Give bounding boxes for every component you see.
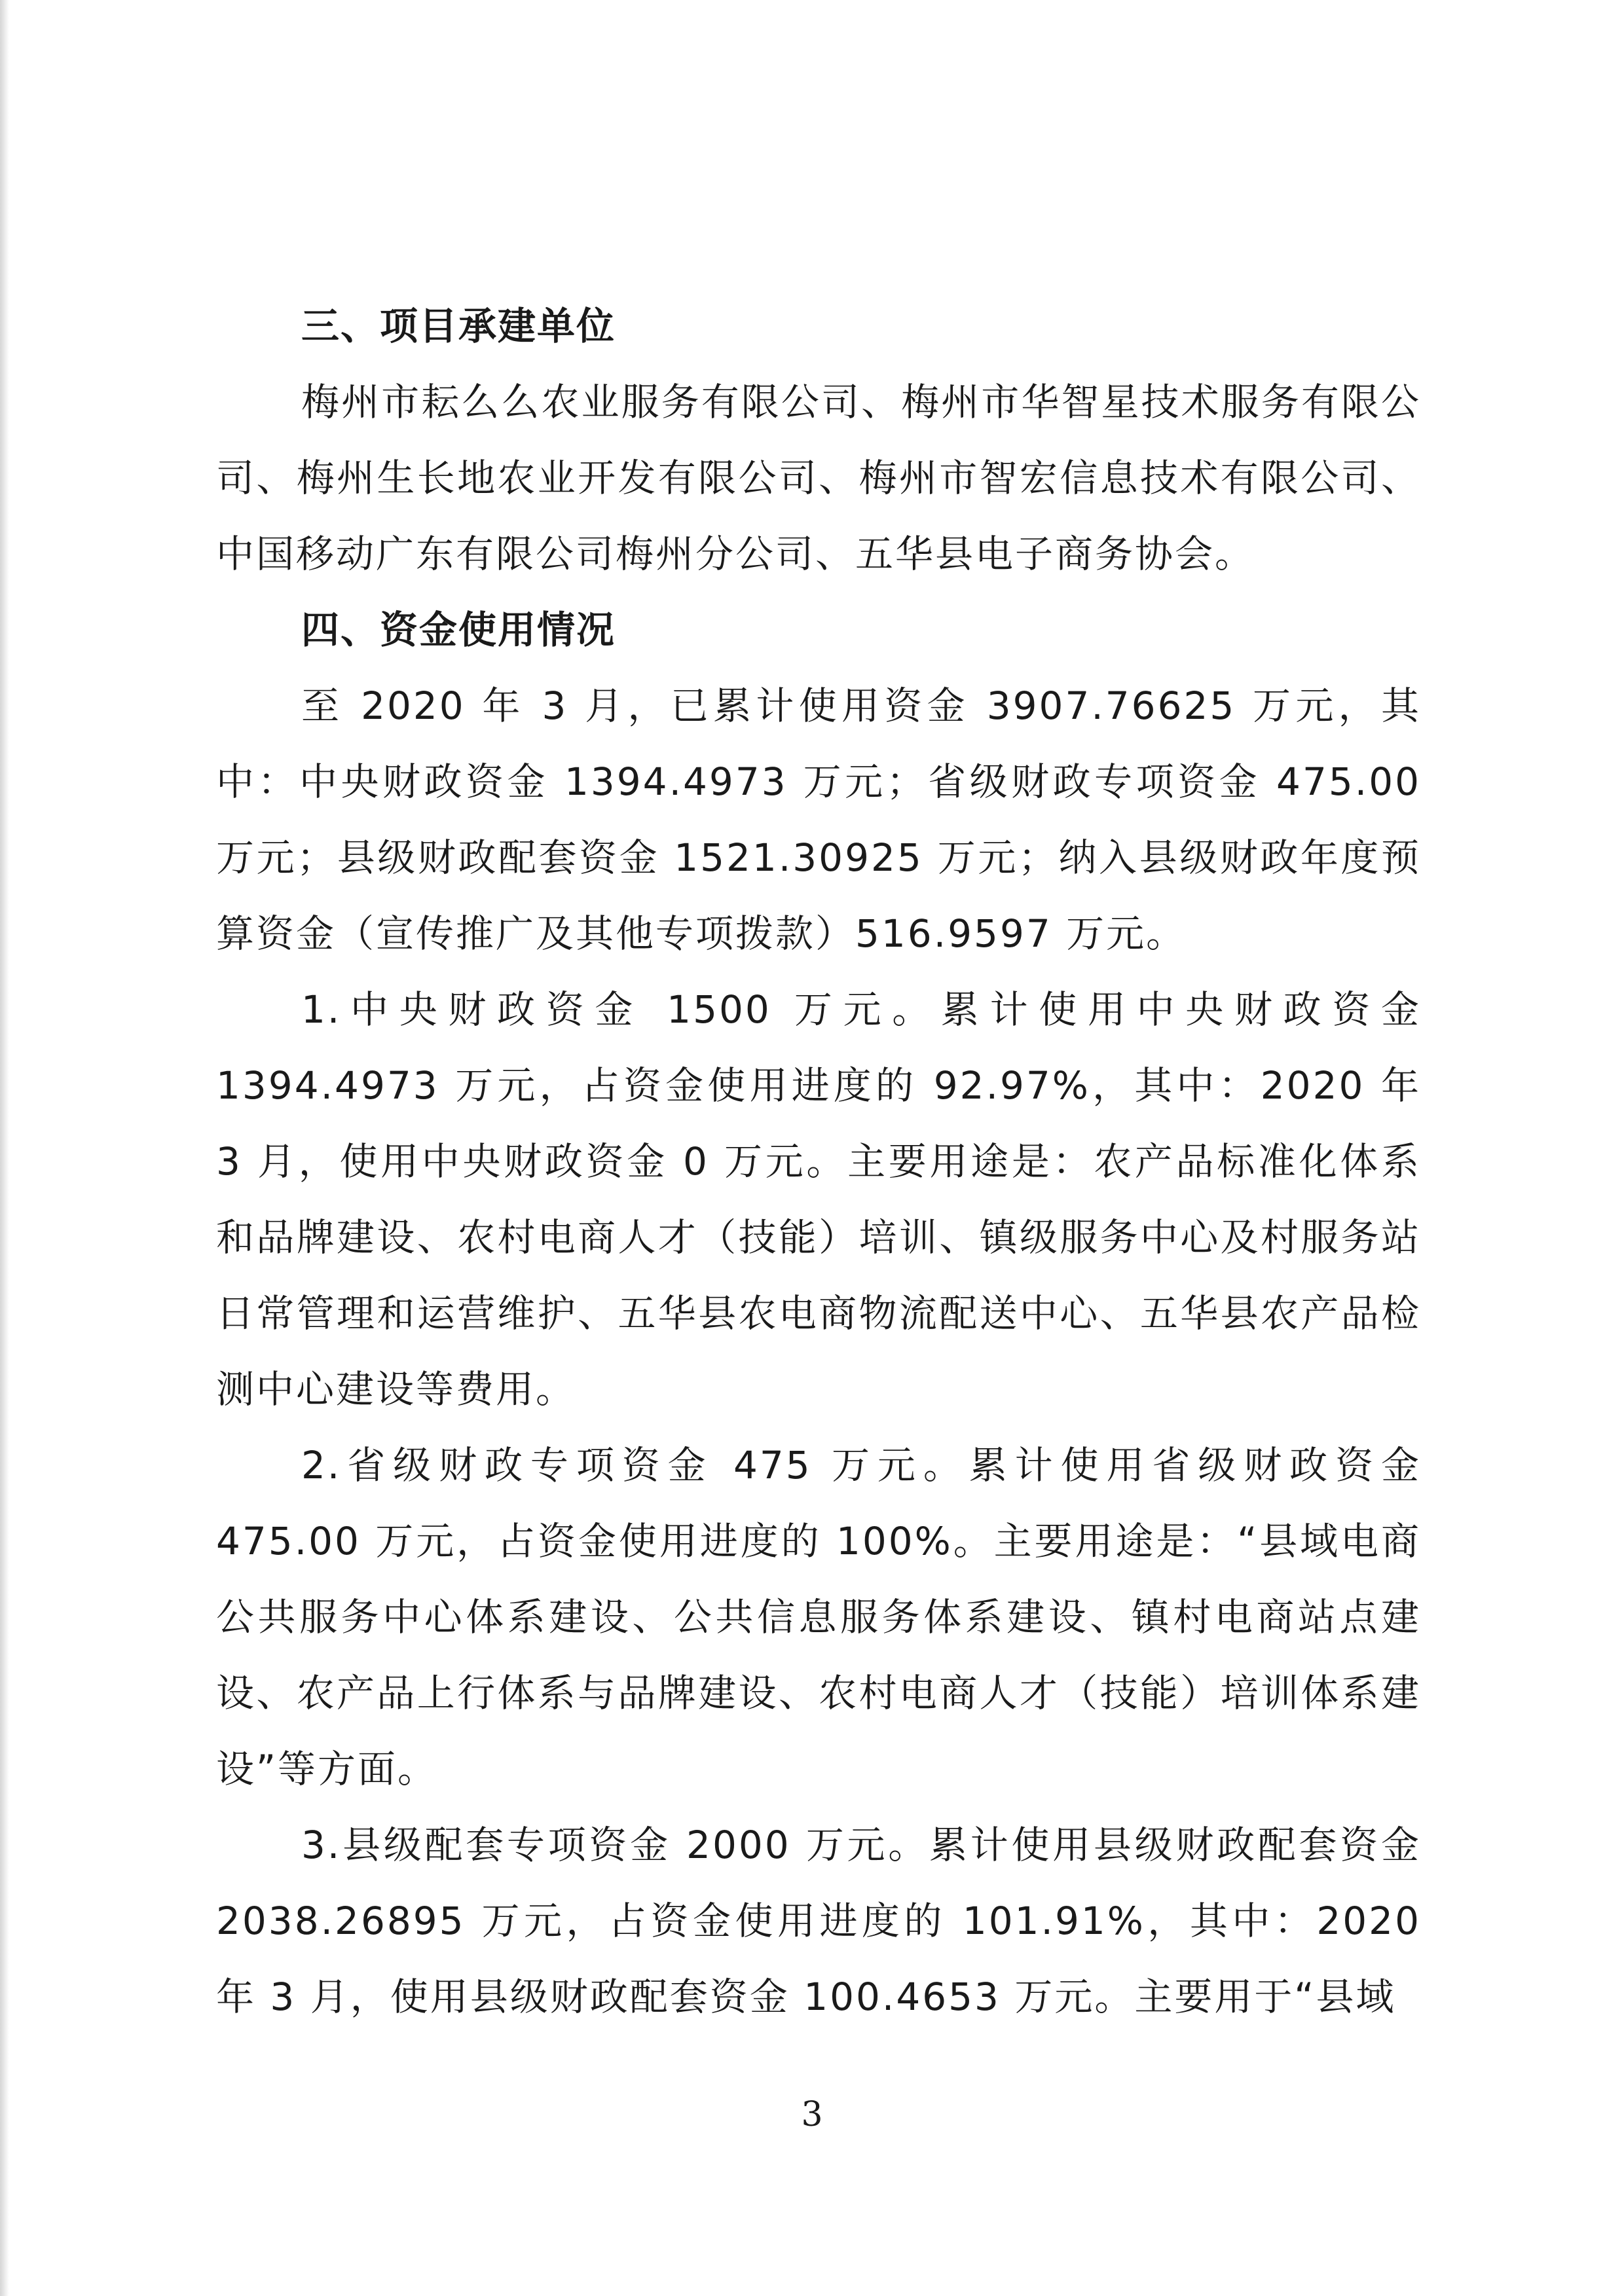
paragraph-county-funds: 3.县级配套专项资金 2000 万元。累计使用县级财政配套资金 2038.26895 万元，占资金使用进度的 101.91%，其中：2020 年 3 月，使用县级财政配套资金 100.4653 万元。主要用于“县域 <box>216 1823 1421 2019</box>
section-heading-fund-usage: 四、资金使用情况 <box>301 608 616 652</box>
paragraph-contractors: 梅州市耘么么农业服务有限公司、梅州市华智星技术服务有限公司、梅州生长地农业开发有限公司、梅州市智宏信息技术有限公司、中国移动广东有限公司梅州分公司、五华县电子商务协会。 <box>216 380 1421 576</box>
scan-shadow-edge <box>0 0 9 2296</box>
paragraph-central-funds: 1.中央财政资金 1500 万元。累计使用中央财政资金 1394.4973 万元，占资金使用进度的 92.97%，其中：2020 年 3 月，使用中央财政资金 0 万元。主要用途是：农产品标准化体系和品牌建设、农村电商人才（技能）培训、镇级服务中心及村服务站日常管理和运营维护、五华县农电商物流配送中心、五华县农产品检测中心建设等费用。 <box>216 987 1421 1412</box>
section-heading-contractors: 三、项目承建单位 <box>301 304 616 348</box>
document-body <box>216 288 1421 2035</box>
paragraph-provincial-funds: 2.省级财政专项资金 475 万元。累计使用省级财政资金 475.00 万元，占资金使用进度的 100%。主要用途是：“县域电商公共服务中心体系建设、公共信息服务体系建设、镇村电商站点建设、农产品上行体系与品牌建设、农村电商人才（技能）培训体系建设”等方面。 <box>216 1443 1421 1791</box>
paragraph-fund-summary: 至 2020 年 3 月，已累计使用资金 3907.76625 万元，其中：中央财政资金 1394.4973 万元；省级财政专项资金 475.00 万元；县级财政配套资金 1521.30925 万元；纳入县级财政年度预算资金（宣传推广及其他专项拨款）516.9597 万元。 <box>216 683 1421 956</box>
page-number: 3 <box>801 2095 823 2134</box>
